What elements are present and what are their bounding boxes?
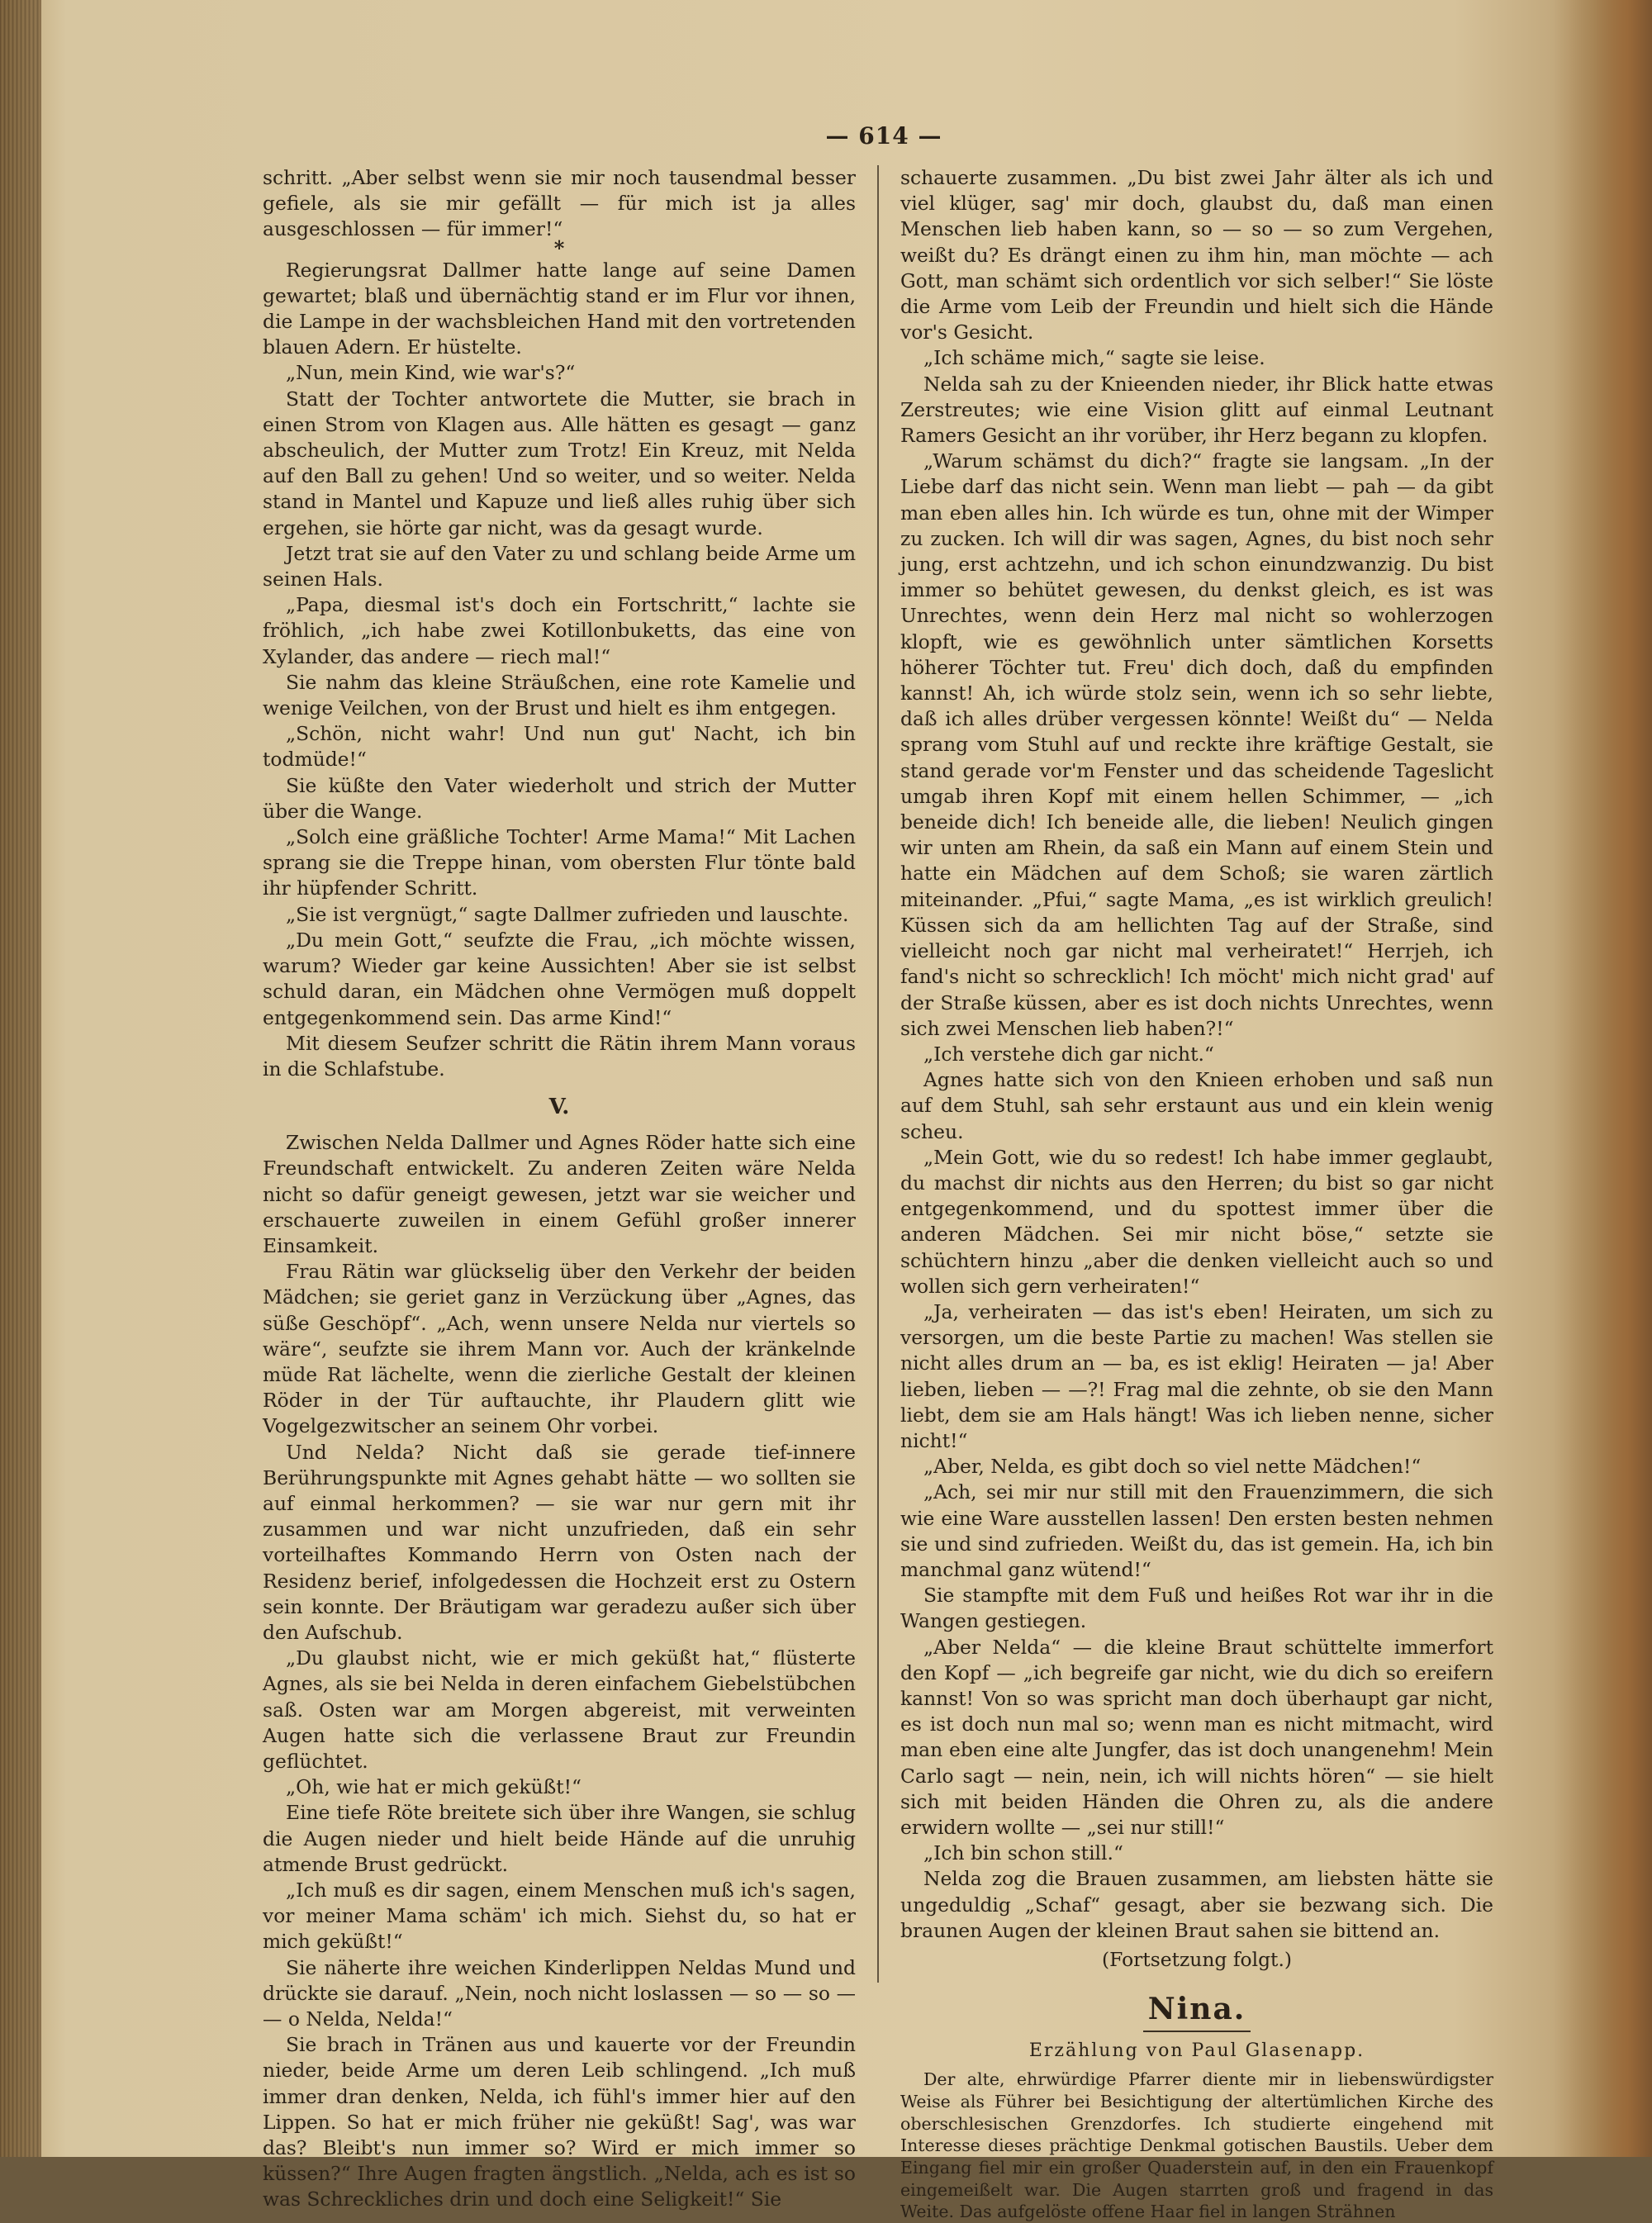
- paragraph: „Du glaubst nicht, wie er mich geküßt hat,“ flüsterte Agnes, als sie bei Nelda in deren einfachem Giebelstübchen saß. Osten war am Morgen abgereist, mit verweinten Augen hatte sich die verlassene Braut zur Freundin geflüchtet.: [263, 1646, 856, 1773]
- paragraph: „Ich verstehe dich gar nicht.“: [923, 1042, 1214, 1066]
- paragraph: „Ach, sei mir nur still mit den Frauenzimmern, die sich wie eine Ware ausstellen lassen! Den ersten besten nehmen sie und sind zufrieden. Weißt du, das ist gemein. Ha, ich bin manchmal ganz wütend!“: [900, 1480, 1493, 1581]
- paragraph: „Solch eine gräßliche Tochter! Arme Mama!“ Mit Lachen sprang sie die Treppe hinan, vom obersten Flur tönte bald ihr hüpfender Schritt.: [263, 825, 856, 900]
- paragraph: „Ich muß es dir sagen, einem Menschen muß ich's sagen, vor meiner Mama schäm' ich mich. Siehst du, so hat er mich geküßt!“: [263, 1879, 856, 1954]
- story-body: [900, 2069, 1493, 2223]
- page-right-edge: [1553, 0, 1652, 2157]
- paragraph: Und Nelda? Nicht daß sie gerade tief-innere Berührungspunkte mit Agnes gehabt hätte — wo sollten sie auf einmal herkommen? — sie war nur gern mit ihr zusammen und war nicht unzufrieden, daß ein sehr vorteilhaftes Kommando Herrn von Osten nach der Residenz berief, infolgedessen die Hochzeit erst zu Ostern sein konnte. Der Bräutigam war geradezu außer sich über den Aufschub.: [263, 1440, 856, 1644]
- paragraph: „Nun, mein Kind, wie war's?“: [286, 361, 576, 385]
- story-byline: Erzählung von Paul Glasenapp.: [1028, 2040, 1365, 2062]
- right-column: [900, 165, 1493, 2223]
- column-divider: [877, 165, 879, 1983]
- paragraph: Statt der Tochter antwortete die Mutter, sie brach in einen Strom von Klagen aus. Alle hätten es gesagt — ganz abscheulich, der Mutter zum Trotz! Ein Kreuz, mit Nelda auf den Ball zu gehen! Und so weiter, und so weiter. Nelda stand in Mantel und Kapuze und ließ alles ruhig über sich ergehen, sie hörte gar nicht, was da gesagt wurde.: [263, 387, 856, 539]
- paragraph: „Aber, Nelda, es gibt doch so viel nette Mädchen!“: [923, 1455, 1422, 1479]
- story-title: Nina.: [1147, 1992, 1246, 2027]
- paragraph: Sie küßte den Vater wiederholt und strich der Mutter über die Wange.: [263, 773, 856, 823]
- paragraph: schritt. „Aber selbst wenn sie mir noch tausendmal besser gefiele, als sie mir gefällt — für mich ist ja alles ausgeschlossen — für immer!“: [263, 166, 856, 241]
- paragraph: Nelda zog die Brauen zusammen, am liebsten hätte sie ungeduldig „Schaf“ gesagt, aber sie bezwang sich. Die braunen Augen der kleinen Braut sahen sie bittend an.: [900, 1867, 1493, 1942]
- paragraph: „Aber Nelda“ — die kleine Braut schüttelte immerfort den Kopf — „ich begreife gar nicht, wie du dich so ereifern kannst! Von so was spricht man doch überhaupt gar nicht, es ist doch nun mal so; wenn man es nicht mitmacht, wird man eben eine alte Jungfer, das ist doch unangenehm! Mein Carlo sagt — nein, nein, ich will nichts hören“ — sie hielt sich mit beiden Händen die Ohren zu, als die andere erwidern wollte — „sei nur still!“: [900, 1635, 1493, 1839]
- paragraph: „Ja, verheiraten — das ist's eben! Heiraten, um sich zu versorgen, um die beste Partie zu machen! Was stellen sie nicht alles drum an — ba, es ist eklig! Heiraten — ja! Aber lieben, lieben — —?! Frag mal die zehnte, ob sie den Mann liebt, dem sie am Hals hängt! Was ich lieben nenne, sicher nicht!“: [900, 1299, 1493, 1452]
- paragraph: „Ich schäme mich,“ sagte sie leise.: [923, 346, 1265, 370]
- paragraph: Sie stampfte mit dem Fuß und heißes Rot war ihr in die Wangen gestiegen.: [900, 1584, 1493, 1633]
- paragraph: Mit diesem Seufzer schritt die Rätin ihrem Mann voraus in die Schlafstube.: [263, 1031, 856, 1081]
- paragraph: Frau Rätin war glückselig über den Verkehr der beiden Mädchen; sie geriet ganz in Verzückung über „Agnes, das süße Geschöpf“. „Ach, wenn unsere Nelda nur viertels so wäre“, seufzte sie ihrem Mann vor. Auch der kränkelnde müde Rat lächelte, wenn die zierliche Gestalt der kleinen Röder in der Tür auftauchte, ihr Plaudern glitt wie Vogelgezwitscher an seinem Ohr vorbei.: [263, 1260, 856, 1438]
- paragraph: „Warum schämst du dich?“ fragte sie langsam. „In der Liebe darf das nicht sein. Wenn man liebt — pah — da gibt man eben alles hin. Ich würde es tun, ohne mit der Wimper zu zucken. Ich will dir was sagen, Agnes, du bist noch sehr jung, erst achtzehn, und ich schon einundzwanzig. Du bist immer so behütet gewesen, du denkst gleich, es ist was Unrechtes, wenn dein Herz mal nicht so wohlerzogen klopft, wie es gewöhnlich unter sämtlichen Korsetts höherer Töchter tut. Freu' dich doch, daß du empfinden kannst! Ah, ich würde stolz sein, wenn ich so sehr liebte, daß ich alles drüber vergessen könnte! Weißt du“ — Nelda sprang vom Stuhl auf und reckte ihre kräftige Gestalt, sie stand gerade vor'm Fenster und das scheidende Tageslicht umgab ihren Kopf mit einem hellen Schimmer, — „ich beneide dich! Ich beneide alle, die lieben! Neulich gingen wir unten am Rhein, da saß ein Mann auf einem Stein und hatte ein Mädchen auf dem Schoß; sie waren zärtlich miteinander. „Pfui,“ sagte Mama, „es ist wirklich greulich! Küssen sich da am hellichten Tag auf der Straße, sind vielleicht noch gar nicht mal verheiratet!“ Herrjeh, ich fand's nicht so schrecklich! Ich möcht' mich nicht grad' auf der Straße küssen, aber es ist doch nichts Unrechtes, wenn sich zwei Menschen lieb haben?!“: [900, 449, 1493, 1040]
- paragraph: Zwischen Nelda Dallmer und Agnes Röder hatte sich eine Freundschaft entwickelt. Zu anderen Zeiten wäre Nelda nicht so dafür geneigt gewesen, jetzt war sie weicher und erschauerte zuweilen in einem Gefühl großer innerer Einsamkeit.: [263, 1131, 856, 1257]
- paragraph: „Ich bin schon still.“: [923, 1841, 1123, 1865]
- paragraph: Jetzt trat sie auf den Vater zu und schlang beide Arme um seinen Hals.: [263, 541, 856, 591]
- paragraph: Agnes hatte sich von den Knieen erhoben und saß nun auf dem Stuhl, sah sehr erstaunt aus und ein klein wenig scheu.: [900, 1068, 1493, 1143]
- paragraph: „Schön, nicht wahr! Und nun gut' Nacht, ich bin todmüde!“: [263, 722, 856, 772]
- left-column: [263, 165, 856, 2213]
- title-rule: [1143, 2031, 1251, 2032]
- chapter-heading: V.: [548, 1095, 570, 1120]
- paragraph: „Mein Gott, wie du so redest! Ich habe immer geglaubt, du machst dir nichts aus den Herren; du bist so gar nicht entgegenkommend, und du spottest immer über die anderen Mädchen. Sei mir nicht böse,“ setzte sie schüchtern hinzu „aber die denken vielleicht auch so und wollen sich gern verheiraten!“: [900, 1145, 1493, 1298]
- paragraph: Sie nahm das kleine Sträußchen, eine rote Kamelie und wenige Veilchen, von der Brust und hielt es ihm entgegen.: [263, 670, 856, 720]
- page-number: — 614 —: [825, 122, 942, 150]
- paragraph: „Papa, diesmal ist's doch ein Fortschritt,“ lachte sie fröhlich, „ich habe zwei Kotillonbuketts, das eine von Xylander, das andere — riech mal!“: [263, 593, 856, 668]
- paragraph: Nelda sah zu der Knieenden nieder, ihr Blick hatte etwas Zerstreutes; wie eine Vision glitt auf einmal Leutnant Ramers Gesicht an ihr vorüber, ihr Herz begann zu klopfen.: [900, 372, 1493, 448]
- book-spine-edge: [0, 0, 41, 2157]
- section-separator: *: [553, 235, 565, 260]
- paragraph: Sie brach in Tränen aus und kauerte vor der Freundin nieder, beide Arme um deren Leib schlingend. „Ich muß immer dran denken, Nelda, ich fühl's immer hier auf den Lippen. So hat er mich früher nie geküßt! Sag', was war das? Bleibt's nun immer so? Wird er mich immer so küssen?“ Ihre Augen fragten ängstlich. „Nelda, ach es ist so was Schreckliches drin und doch eine Seligkeit!“ Sie: [263, 2033, 856, 2211]
- paragraph: Der alte, ehrwürdige Pfarrer diente mir in liebenswürdigster Weise als Führer bei Besichtigung der altertümlichen Kirche des oberschlesischen Grenzdorfes. Ich studierte eingehend mit Interesse dieses prächtige Denkmal gotischen Baustils. Ueber dem Eingang fiel mir ein großer Quaderstein auf, in den ein Frauenkopf eingemeißelt war. Die Augen starrten groß und fragend in das Weite. Das aufgelöste offene Haar fiel in langen Strähnen: [900, 2069, 1493, 2222]
- paragraph: schauerte zusammen. „Du bist zwei Jahr älter als ich und viel klüger, sag' mir doch, glaubst du, daß man einen Menschen lieb haben kann, so — so — so zum Vergehen, weißt du? Es drängt einen zu ihm hin, man möchte — ach Gott, man schämt sich ordentlich vor sich selber!“ Sie löste die Arme vom Leib der Freundin und hielt sich die Hände vor's Gesicht.: [900, 166, 1493, 344]
- paragraph: „Oh, wie hat er mich geküßt!“: [286, 1775, 582, 1799]
- paragraph: Eine tiefe Röte breitete sich über ihre Wangen, sie schlug die Augen nieder und hielt beide Hände auf die unruhig atmende Brust gedrückt.: [263, 1801, 856, 1876]
- newspaper-page: [248, 107, 1495, 2222]
- paragraph: „Sie ist vergnügt,“ sagte Dallmer zufrieden und lauschte.: [286, 902, 849, 926]
- paragraph: Regierungsrat Dallmer hatte lange auf seine Damen gewartet; blaß und übernächtig stand er im Flur vor ihnen, die Lampe in der wachsbleichen Hand mit den vortretenden blauen Adern. Er hüstelte.: [263, 258, 856, 359]
- paragraph: Sie näherte ihre weichen Kinderlippen Neldas Mund und drückte sie darauf. „Nein, noch nicht loslassen — so — so — — o Nelda, Nelda!“: [263, 1955, 856, 2031]
- to-be-continued: (Fortsetzung folgt.): [1102, 1948, 1292, 1972]
- paragraph: „Du mein Gott,“ seufzte die Frau, „ich möchte wissen, warum? Wieder gar keine Aussichten! Aber sie ist selbst schuld daran, ein Mädchen ohne Vermögen muß doppelt entgegenkommend sein. Das arme Kind!“: [263, 928, 856, 1029]
